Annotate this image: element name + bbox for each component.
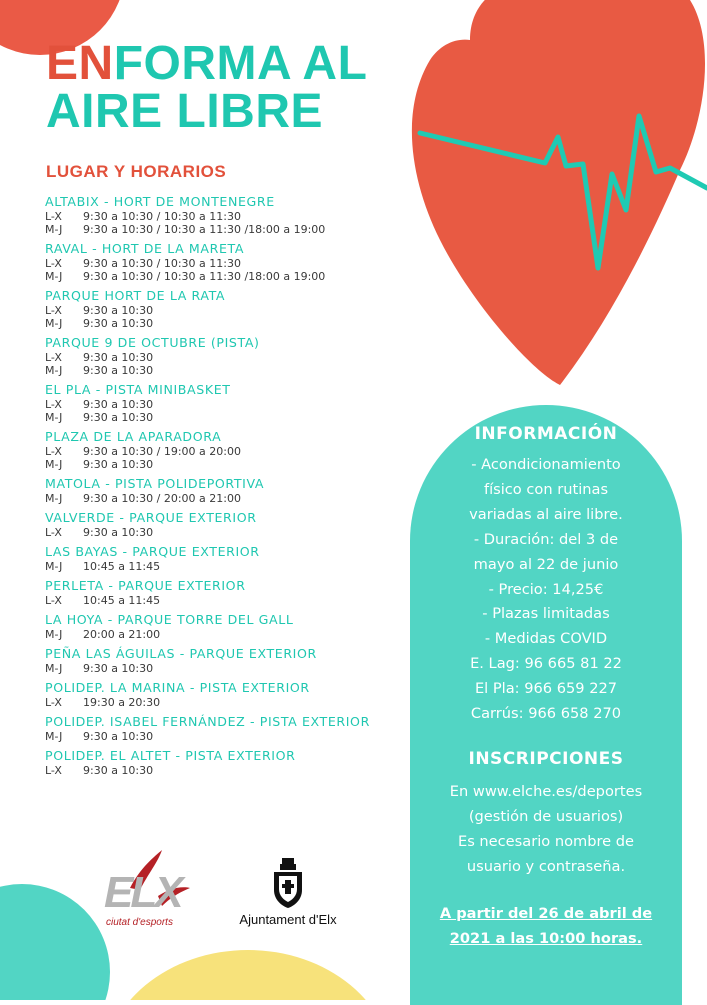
schedule-row <box>45 560 405 573</box>
schedule-days: M-J <box>45 270 63 283</box>
location-block <box>45 193 405 236</box>
location-name: POLIDEP. LA MARINA - PISTA EXTERIOR <box>45 680 310 695</box>
schedule-row <box>45 492 405 505</box>
locations-list <box>45 193 405 781</box>
schedule-days: M-J <box>45 317 63 330</box>
location-name: RAVAL - HORT DE LA MARETA <box>45 241 245 256</box>
elx-logo-subtitle: ciutat d'esports <box>106 917 173 928</box>
schedule-days: L-X <box>45 304 62 317</box>
registration-start-notice <box>410 901 682 951</box>
location-block <box>45 381 405 424</box>
info-line: - Precio: 14,25€ <box>488 580 604 598</box>
schedule-times: 9:30 a 10:30 / 10:30 a 11:30 /18:00 a 19:00 <box>83 223 326 236</box>
schedule-days: L-X <box>45 696 62 709</box>
schedule-row <box>45 445 405 458</box>
schedule-row <box>45 730 405 743</box>
schedule-days: L-X <box>45 351 62 364</box>
ajuntament-logo <box>228 856 348 936</box>
schedule-row <box>45 270 405 283</box>
schedule-row <box>45 526 405 539</box>
location-name: PARQUE HORT DE LA RATA <box>45 288 226 303</box>
registration-start-line: 2021 a las 10:00 horas. <box>449 930 643 947</box>
schedule-times: 9:30 a 10:30 <box>83 730 154 743</box>
schedule-days: M-J <box>45 730 63 743</box>
location-block <box>45 645 405 675</box>
schedule-row <box>45 398 405 411</box>
info-panel <box>410 405 682 1005</box>
info-line: E. Lag: 96 665 81 22 <box>470 655 622 673</box>
schedule-times: 9:30 a 10:30 / 10:30 a 11:30 <box>83 210 241 223</box>
schedule-times: 9:30 a 10:30 <box>83 662 154 675</box>
schedule-days: M-J <box>45 411 63 424</box>
schedule-row <box>45 257 405 270</box>
bottom-yellow-circle <box>103 950 393 1000</box>
schedule-times: 9:30 a 10:30 / 20:00 a 21:00 <box>83 492 241 505</box>
location-name: POLIDEP. ISABEL FERNÁNDEZ - PISTA EXTERIOR <box>45 714 370 729</box>
location-name: POLIDEP. EL ALTET - PISTA EXTERIOR <box>45 748 296 763</box>
schedule-times: 9:30 a 10:30 <box>83 398 154 411</box>
registration-start-line: A partir del 26 de abril de <box>439 905 653 922</box>
schedule-days: L-X <box>45 764 62 777</box>
location-name: LA HOYA - PARQUE TORRE DEL GALL <box>45 612 294 627</box>
title-line2: AIRE LIBRE <box>46 85 324 138</box>
location-name: VALVERDE - PARQUE EXTERIOR <box>45 510 257 525</box>
bottom-left-teal-circle <box>0 884 110 1000</box>
schedule-times: 19:30 a 20:30 <box>83 696 161 709</box>
schedule-row <box>45 351 405 364</box>
inscripciones-line: En www.elche.es/deportes <box>449 783 643 800</box>
info-line: - Duración: del 3 de <box>473 530 619 548</box>
schedule-row <box>45 594 405 607</box>
info-line: mayo al 22 de junio <box>473 555 619 573</box>
schedule-times: 9:30 a 10:30 <box>83 351 154 364</box>
location-name: PEÑA LAS ÁGUILAS - PARQUE EXTERIOR <box>45 646 317 661</box>
schedule-days: M-J <box>45 662 63 675</box>
location-name: EL PLA - PISTA MINIBASKET <box>45 382 231 397</box>
page-title <box>46 37 368 138</box>
elx-logo <box>100 848 192 930</box>
schedule-days: M-J <box>45 364 63 377</box>
schedule-days: L-X <box>45 594 62 607</box>
schedule-times: 20:00 a 21:00 <box>83 628 161 641</box>
schedule-times: 10:45 a 11:45 <box>83 594 161 607</box>
schedule-row <box>45 304 405 317</box>
schedule-row <box>45 364 405 377</box>
schedule-row <box>45 764 405 777</box>
schedule-row <box>45 696 405 709</box>
location-block <box>45 475 405 505</box>
location-block <box>45 287 405 330</box>
location-name: MATOLA - PISTA POLIDEPORTIVA <box>45 476 265 491</box>
location-block <box>45 509 405 539</box>
info-line: - Plazas limitadas <box>482 605 610 623</box>
schedule-times: 9:30 a 10:30 <box>83 526 154 539</box>
location-name: PLAZA DE LA APARADORA <box>45 429 222 444</box>
info-lines <box>410 453 682 727</box>
schedule-times: 9:30 a 10:30 <box>83 364 154 377</box>
schedule-days: L-X <box>45 445 62 458</box>
schedule-times: 9:30 a 10:30 <box>83 411 154 424</box>
schedule-times: 9:30 a 10:30 <box>83 317 154 330</box>
location-name: ALTABIX - HORT DE MONTENEGRE <box>45 194 275 209</box>
schedule-days: M-J <box>45 492 63 505</box>
coat-of-arms-icon <box>268 856 308 908</box>
info-line: El Pla: 966 659 227 <box>474 680 618 698</box>
ajuntament-text: Ajuntament d'Elx <box>239 912 337 927</box>
schedule-days: L-X <box>45 398 62 411</box>
inscripciones-line: (gestión de usuarios) <box>468 808 624 825</box>
location-block <box>45 713 405 743</box>
title-line1-rest: FORMA AL <box>113 37 368 90</box>
inscripciones-heading: INSCRIPCIONES <box>468 749 624 769</box>
section-heading: LUGAR Y HORARIOS <box>46 162 227 181</box>
inscripciones-lines <box>410 779 682 879</box>
schedule-times: 9:30 a 10:30 / 10:30 a 11:30 /18:00 a 19:00 <box>83 270 326 283</box>
location-block <box>45 428 405 471</box>
location-block <box>45 543 405 573</box>
schedule-days: L-X <box>45 210 62 223</box>
location-block <box>45 334 405 377</box>
schedule-row <box>45 662 405 675</box>
schedule-times: 9:30 a 10:30 <box>83 458 154 471</box>
info-line: - Medidas COVID <box>484 630 608 648</box>
location-block <box>45 611 405 641</box>
schedule-days: M-J <box>45 458 63 471</box>
info-line: físico con rutinas <box>483 480 609 498</box>
schedule-days: M-J <box>45 560 63 573</box>
schedule-days: M-J <box>45 628 63 641</box>
schedule-times: 9:30 a 10:30 / 19:00 a 20:00 <box>83 445 241 458</box>
schedule-times: 9:30 a 10:30 <box>83 764 154 777</box>
schedule-days: M-J <box>45 223 63 236</box>
schedule-times: 9:30 a 10:30 / 10:30 a 11:30 <box>83 257 241 270</box>
location-name: PERLETA - PARQUE EXTERIOR <box>45 578 246 593</box>
schedule-days: L-X <box>45 257 62 270</box>
schedule-row <box>45 223 405 236</box>
location-name: PARQUE 9 DE OCTUBRE (PISTA) <box>45 335 260 350</box>
schedule-times: 10:45 a 11:45 <box>83 560 161 573</box>
inscripciones-line: usuario y contraseña. <box>466 858 626 875</box>
schedule-row <box>45 210 405 223</box>
schedule-row <box>45 628 405 641</box>
info-line: Carrús: 966 658 270 <box>470 705 622 723</box>
schedule-times: 9:30 a 10:30 <box>83 304 154 317</box>
location-name: LAS BAYAS - PARQUE EXTERIOR <box>45 544 260 559</box>
schedule-days: L-X <box>45 526 62 539</box>
location-block <box>45 577 405 607</box>
location-block <box>45 679 405 709</box>
title-highlight: EN <box>46 37 114 90</box>
elx-logo-text: ELX <box>104 868 181 917</box>
location-block <box>45 240 405 283</box>
info-line: variadas al aire libre. <box>469 505 623 523</box>
info-line: - Acondicionamiento <box>471 456 621 473</box>
schedule-row <box>45 458 405 471</box>
schedule-row <box>45 411 405 424</box>
heart-shape <box>412 0 705 385</box>
info-heading: INFORMACIÓN <box>474 424 618 444</box>
inscripciones-line: Es necesario nombre de <box>457 833 635 850</box>
location-block <box>45 747 405 777</box>
schedule-row <box>45 317 405 330</box>
